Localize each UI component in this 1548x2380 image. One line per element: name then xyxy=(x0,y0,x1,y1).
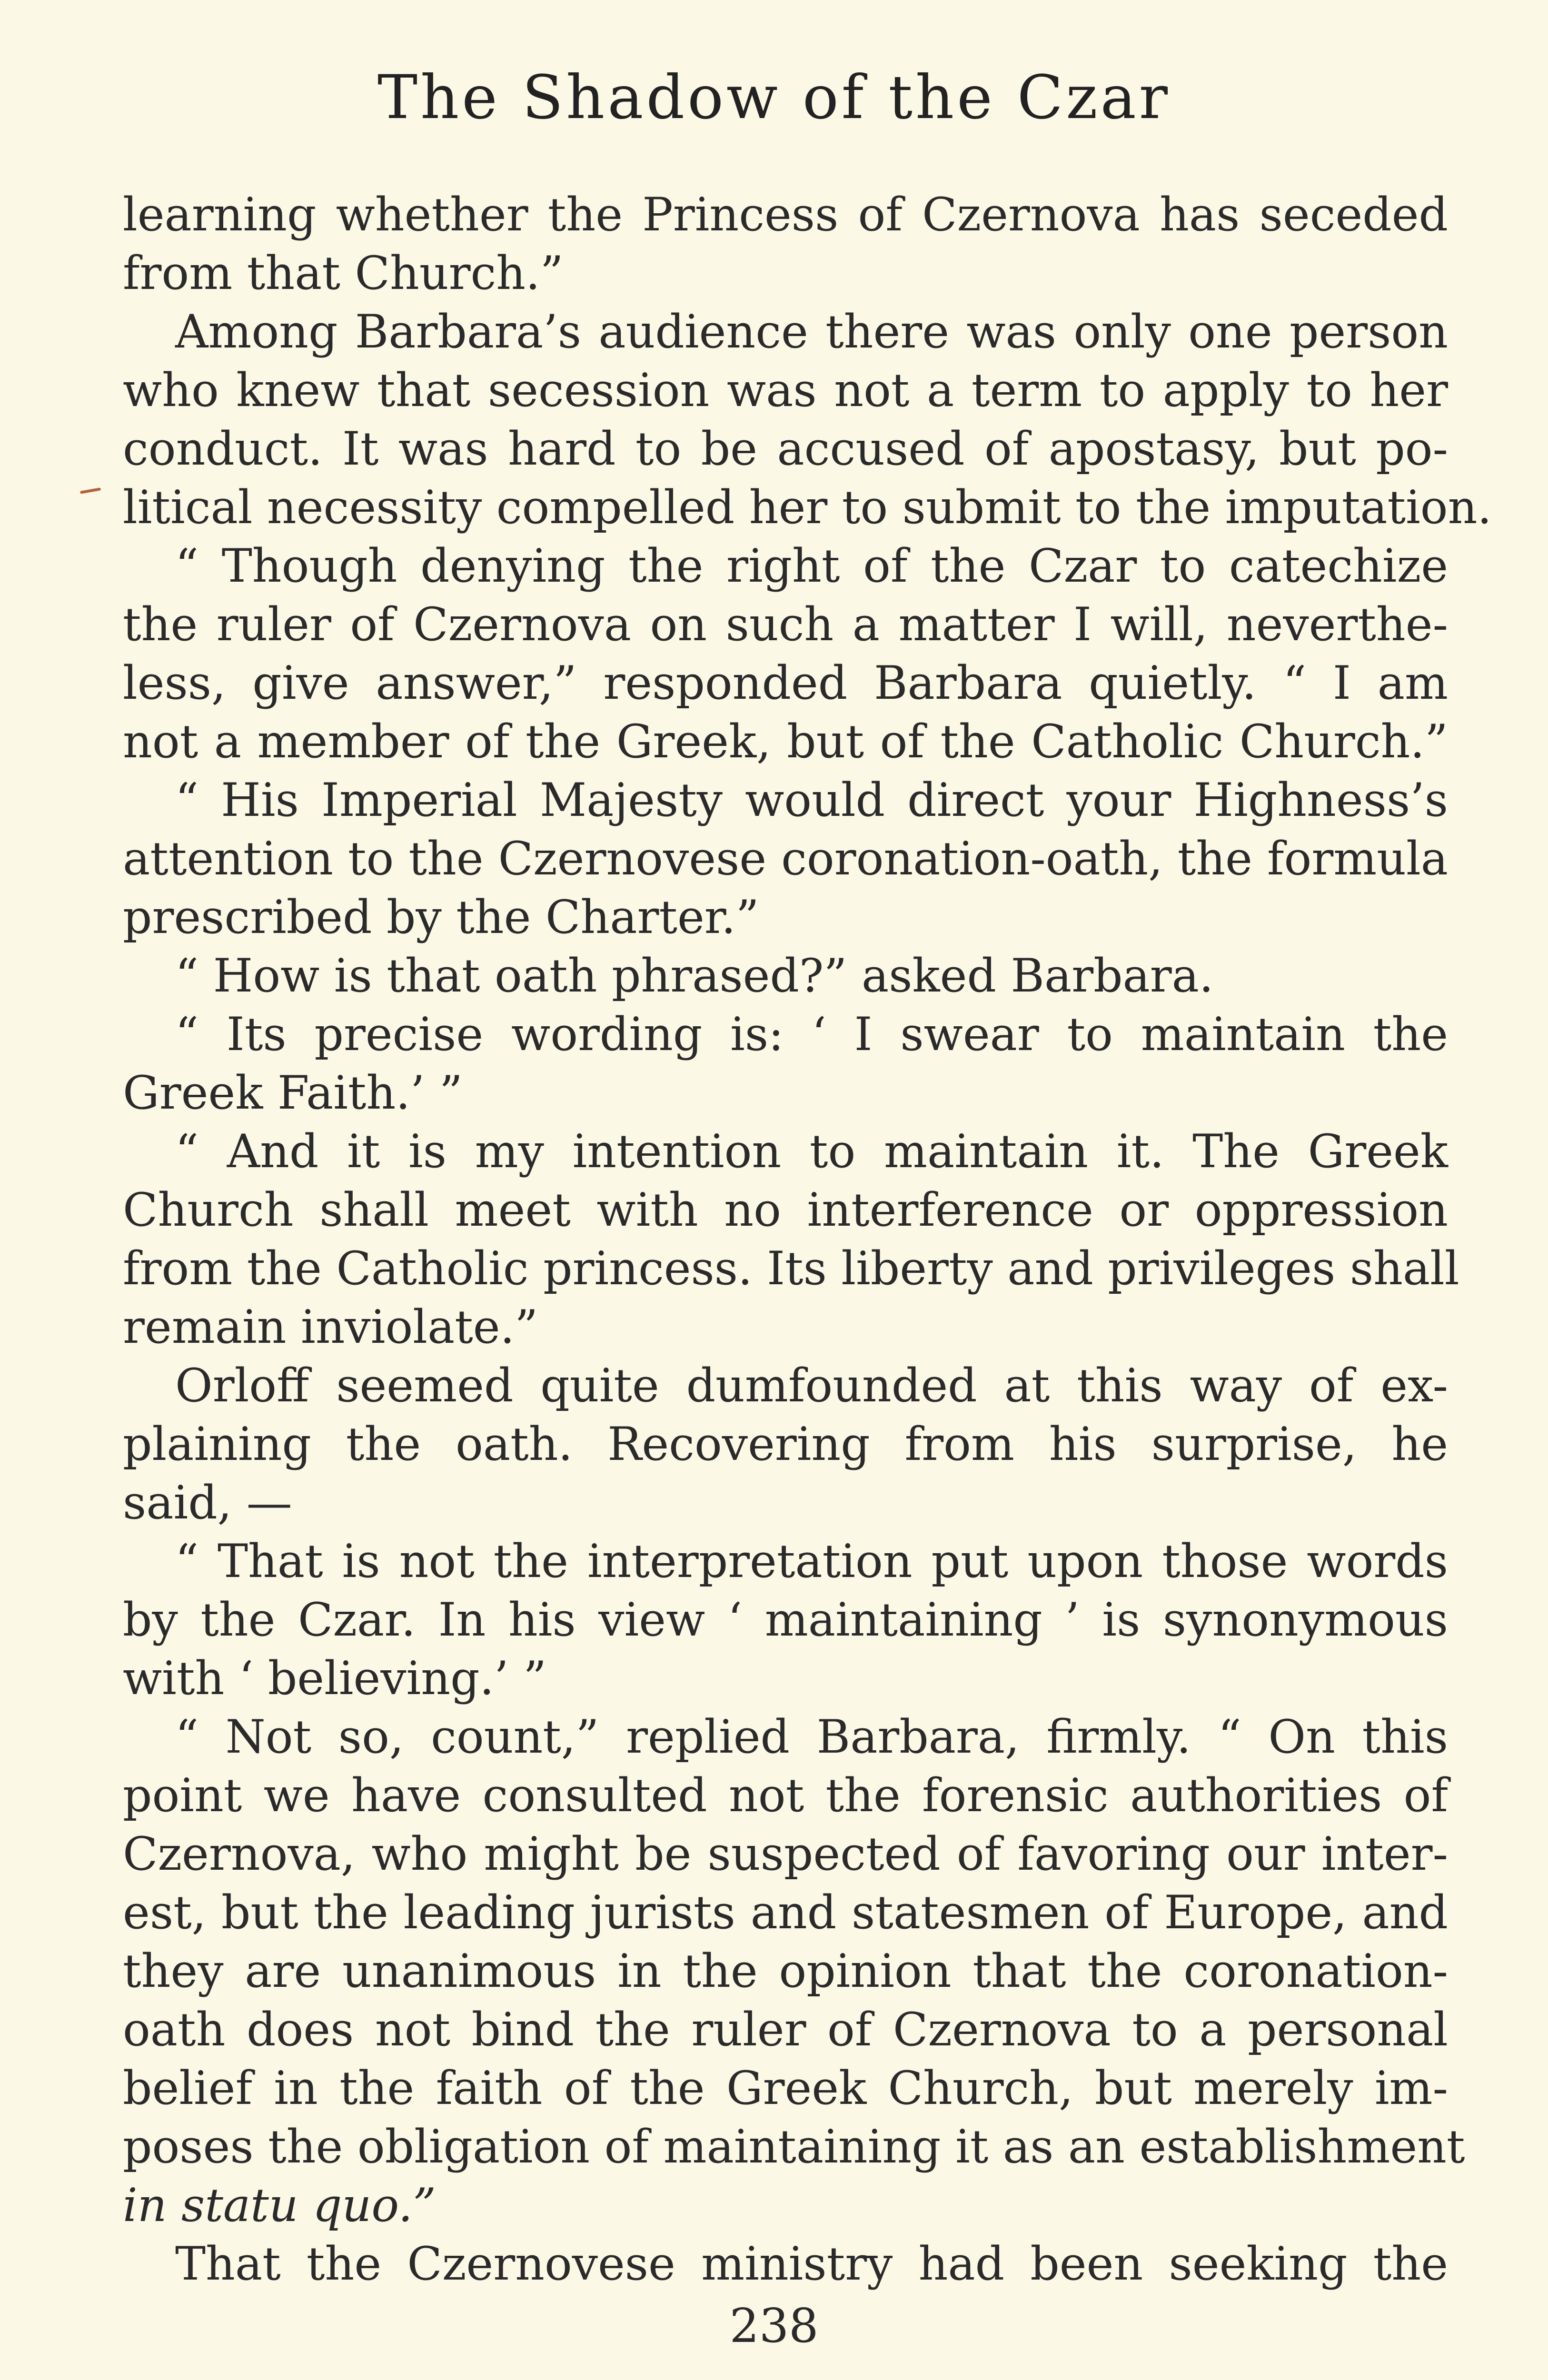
body-text xyxy=(123,186,1492,2293)
text-line: who knew that secession was not a term to apply to her xyxy=(123,364,1448,417)
text-line: remain inviolate.” xyxy=(123,1300,538,1354)
text-line: less, give answer,” responded Barbara quietly. “ I am xyxy=(123,656,1448,710)
text-line: plaining the oath. Recovering from his surprise, he xyxy=(123,1418,1448,1471)
text-line: oath does not bind the ruler of Czernova to a personal xyxy=(123,2003,1448,2056)
text-line: litical necessity compelled her to submit to the imputation. xyxy=(123,481,1492,534)
text-line: Church shall meet with no interference or oppression xyxy=(123,1183,1448,1237)
text-line: That the Czernovese ministry had been seeking the xyxy=(175,2237,1448,2291)
margin-pencil-mark xyxy=(80,487,101,494)
text-line: “ Its precise wording is: ‘ I swear to maintain the xyxy=(175,1008,1448,1061)
text-line: conduct. It was hard to be accused of apostasy, but po- xyxy=(123,422,1448,476)
text-line: they are unanimous in the opinion that the coronation- xyxy=(123,1944,1448,1998)
text-line: “ His Imperial Majesty would direct your Highness’s xyxy=(175,774,1448,827)
page-number: 238 xyxy=(729,2299,819,2353)
text-line: Czernova, who might be suspected of favoring our inter- xyxy=(123,1827,1448,1881)
text-line: from the Catholic princess. Its liberty and privileges shall xyxy=(123,1242,1459,1295)
text-line: Greek Faith.’ ” xyxy=(123,1066,463,1120)
text-line: learning whether the Princess of Czernova has seceded xyxy=(123,188,1448,241)
text-line: est, but the leading jurists and statesmen of Europe, and xyxy=(123,1886,1448,1939)
text-line: “ Though denying the right of the Czar to catechize xyxy=(175,539,1448,593)
text-line: attention to the Czernovese coronation-oath, the formula xyxy=(123,832,1448,885)
text-line: “ Not so, count,” replied Barbara, firmly. “ On this xyxy=(175,1710,1448,1764)
text-line: prescribed by the Charter.” xyxy=(123,891,759,944)
text-line: poses the obligation of maintaining it as an establishment xyxy=(123,2120,1465,2173)
text-line: in statu quo.” xyxy=(123,2179,437,2232)
running-head: The Shadow of the Czar xyxy=(377,62,1171,132)
text-line: “ And it is my intention to maintain it. The Greek xyxy=(175,1125,1448,1178)
text-line: from that Church.” xyxy=(123,247,564,300)
text-line: with ‘ believing.’ ” xyxy=(123,1652,547,1705)
text-line: by the Czar. In his view ‘ maintaining ’ is synonymous xyxy=(123,1593,1448,1646)
text-line: “ That is not the interpretation put upon those words xyxy=(175,1535,1448,1588)
text-line: the ruler of Czernova on such a matter I will, neverthe- xyxy=(123,598,1448,651)
text-line: Among Barbara’s audience there was only one person xyxy=(175,305,1448,358)
text-line: Orloff seemed quite dumfounded at this way of ex- xyxy=(175,1359,1448,1412)
text-line: point we have consulted not the forensic authorities of xyxy=(123,1769,1448,1822)
text-line: belief in the faith of the Greek Church, but merely im- xyxy=(123,2062,1448,2115)
text-line: said, — xyxy=(123,1476,292,1529)
text-line: not a member of the Greek, but of the Catholic Church.” xyxy=(123,715,1448,768)
text-line: “ How is that oath phrased?” asked Barbara. xyxy=(175,949,1214,1002)
